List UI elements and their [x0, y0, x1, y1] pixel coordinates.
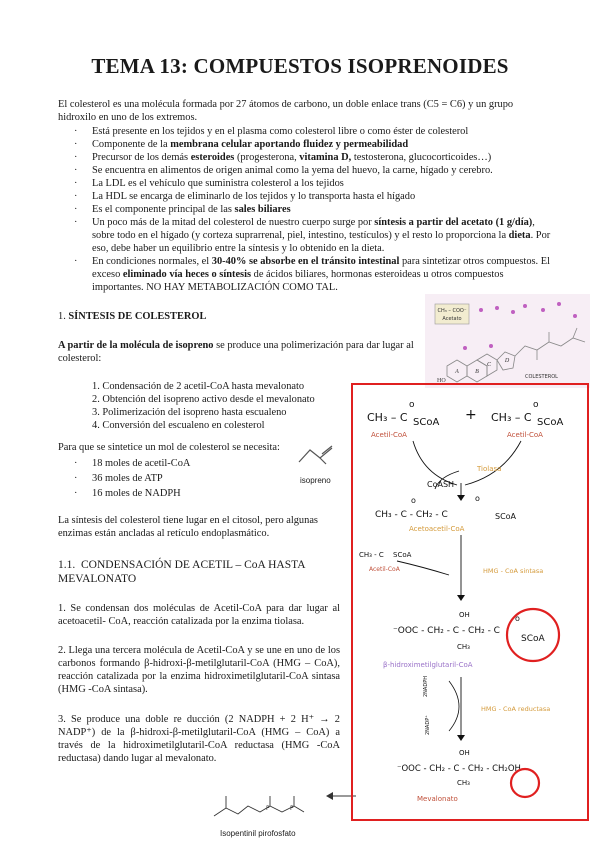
scoa-3: SCoA — [495, 512, 517, 521]
acetyl-coa-1-formula: CH₃ – C — [367, 411, 408, 424]
list-item: · Componente de la membrana celular aportando fluidez y permeabilidad — [92, 138, 552, 151]
tiolasa-label: Tiolasa — [477, 465, 502, 473]
hmg-coa-label: β-hidroximetilglutaril-CoA — [383, 661, 473, 669]
list-item: · 18 moles de acetil-CoA — [92, 456, 292, 471]
svg-text:P: P — [290, 805, 294, 812]
list-item: · En condiciones normales, el 30-40% se absorbe en el tránsito intestinal para sintetizar otros compuestos. El exceso eliminado vía heces o síntesis de ácidos biliares, hormonas esteroideas u otros compuestos importantes. NO HAY METABOLIZACIÓN COMO TAL. — [92, 255, 552, 294]
list-item: 1. Condensación de 2 acetil-CoA hasta mevalonato — [92, 381, 305, 392]
hmg-synthase-label: HMG - CoA sintasa — [483, 567, 544, 575]
svg-text:o: o — [475, 494, 480, 503]
section-1-1-heading: 1.1. CONDENSACIÓN DE ACETIL – CoA HASTA MEVALONATO — [58, 559, 305, 585]
scoa-2: SCoA — [537, 417, 564, 428]
acetoacetyl-coa-label: Acetoacetil-CoA — [409, 525, 465, 533]
acetoacetyl-coa-formula: CH₃ - C - CH₂ - C — [375, 510, 448, 520]
side-acetyl-coa-formula: CH₃ - C — [359, 551, 384, 559]
list-item: · Precursor de los demás esteroides (progesterona, vitamina D, testosterona, glucocorticoides…) — [92, 151, 552, 164]
cholesterol-label: COLESTEROL — [525, 374, 558, 380]
hmg-ch3: CH₃ — [457, 643, 470, 651]
list-item: · 36 moles de ATP — [92, 471, 292, 486]
isopentenyl-pyrophosphate-structure — [208, 790, 320, 826]
acetyl-coa-1-label: Acetil-CoA — [371, 431, 407, 439]
cholesterol-facts-list — [92, 125, 552, 294]
mevalonate-label: Mevalonato — [417, 795, 458, 803]
svg-text:o: o — [409, 400, 415, 410]
acetyl-coa-2-formula: CH₃ – C — [491, 411, 532, 424]
hmg-coa-formula: ⁻OOC - CH₂ - C - CH₂ - C — [393, 626, 500, 636]
svg-text:o: o — [515, 614, 520, 623]
list-item: · Se encuentra en alimentos de origen animal como la yema del huevo, la carne, hígado y cerebro. — [92, 164, 552, 177]
scoa-4: SCoA — [393, 551, 412, 559]
hmg-reductase-label: HMG - CoA reductasa — [481, 705, 551, 713]
side-acetyl-coa-label: Acetil-CoA — [369, 566, 400, 573]
list-item: · Un poco más de la mitad del colesterol de nuestro cuerpo surge por síntesis a partir del acetato (1 g/día), sobre todo en el hígado (y corteza suprarrenal, piel, intestino, testículos) y el resto lo proporciona la dieta. Por eso, debe haber un equilibrio entre la síntesis y lo obtenido en la dieta. — [92, 216, 552, 255]
synthesis-steps-list — [92, 380, 352, 432]
plus-sign: + — [465, 407, 477, 423]
list-item: · Está presente en los tejidos y en el plasma como colesterol libre o como éster de colesterol — [92, 125, 552, 138]
ch2oh-highlight-circle — [511, 769, 539, 797]
cytosol-paragraph: La síntesis del colesterol tiene lugar en el citosol, pero algunas enzimas están ancladas al retículo endoplasmático. — [58, 515, 318, 539]
list-item: 2. Obtención del isopreno activo desde el mevalonato — [92, 394, 315, 405]
step-3-paragraph: 3. Se produce una doble re ducción (2 NADPH + 2 H⁺ → 2 NADP⁺) de la β-hidroxi-β-metilglutaril-CoA (HMG – CoA) a través de la hidroximetilglutaril-CoA reductasa (HMG -CoA reductasa) dando lugar al mevalonato. — [58, 714, 340, 764]
hmg-oh: OH — [459, 611, 470, 619]
scoa-5: SCoA — [521, 634, 545, 644]
list-item: · Es el componente principal de las sales biliares — [92, 203, 552, 216]
isoprene-label: isopreno — [300, 476, 331, 485]
isoprene-structure — [296, 440, 342, 466]
coash-label: CoASH — [427, 480, 455, 489]
acetyl-coa-2-label: Acetil-CoA — [507, 431, 543, 439]
isoprene-paragraph: A partir de la molécula de isopreno se produce una polimerización para dar lugar al colesterol: — [58, 340, 414, 364]
acetate-formula: CH₃ – COO⁻ — [437, 308, 467, 314]
ring-a-label: A — [455, 369, 459, 375]
mevalonate-pathway-scheme — [351, 383, 589, 821]
ipp-label: Isopentinil pirofosfato — [220, 829, 296, 838]
mevalonate-oh: OH — [459, 749, 470, 757]
ring-d-label: D — [504, 358, 510, 364]
nadp-label: 2NADP⁺ — [425, 715, 431, 735]
ring-b-label: B — [475, 369, 479, 375]
svg-text:o: o — [533, 400, 539, 410]
list-item: 4. Conversión del escualeno en colesterol — [92, 420, 265, 431]
mevalonate-formula: ⁻OOC - CH₂ - C - CH₂ - CH₂OH — [397, 764, 521, 774]
intro-paragraph: El colesterol es una molécula formada por 27 átomos de carbono, un doble enlace trans (C5 = C6) y un grupo hidroxilo en uno de los extremos. — [58, 99, 514, 123]
list-item: 3. Polimerización del isopreno hasta escualeno — [92, 407, 287, 418]
nadph-label: 2NADPH — [423, 676, 429, 697]
list-item: · La HDL se encarga de eliminarlo de los tejidos y lo transporta hasta el hígado — [92, 190, 552, 203]
requirements-list — [92, 456, 292, 501]
list-item: · 16 moles de NADPH — [92, 486, 292, 501]
svg-text:o: o — [411, 496, 416, 505]
requirements-intro: Para que se sintetice un mol de colesterol se necesita: — [58, 442, 280, 453]
mevalonate-ch3: CH₃ — [457, 779, 470, 787]
list-item: · La LDL es el vehículo que suministra colesterol a los tejidos — [92, 177, 552, 190]
scoa-1: SCoA — [413, 417, 440, 428]
hydroxyl-label: HO — [437, 378, 446, 384]
cholesterol-structure-figure — [425, 294, 590, 388]
page-title: TEMA 13: COMPUESTOS ISOPRENOIDES — [91, 54, 509, 78]
step-1-paragraph: 1. Se condensan dos moléculas de Acetil-CoA para dar lugar al acetoacetil- CoA, reacción catalizada por la enzima tiolasa. — [58, 603, 340, 627]
step-2-paragraph: 2. Llega una tercera molécula de Acetil-CoA y se une en uno de los carbonos formando β-hidroxi-β-metilglutaril-CoA (HMG – CoA), reacción catalizada por la enzima hidroximetilglutaril-CoA sintasa (HMG -CoA sintasa). — [58, 645, 340, 695]
svg-text:P: P — [266, 805, 270, 812]
acetate-label: Acetato — [442, 316, 462, 322]
ring-c-label: C — [486, 362, 492, 368]
section-1-heading: 1. SÍNTESIS DE COLESTEROL — [58, 311, 207, 322]
